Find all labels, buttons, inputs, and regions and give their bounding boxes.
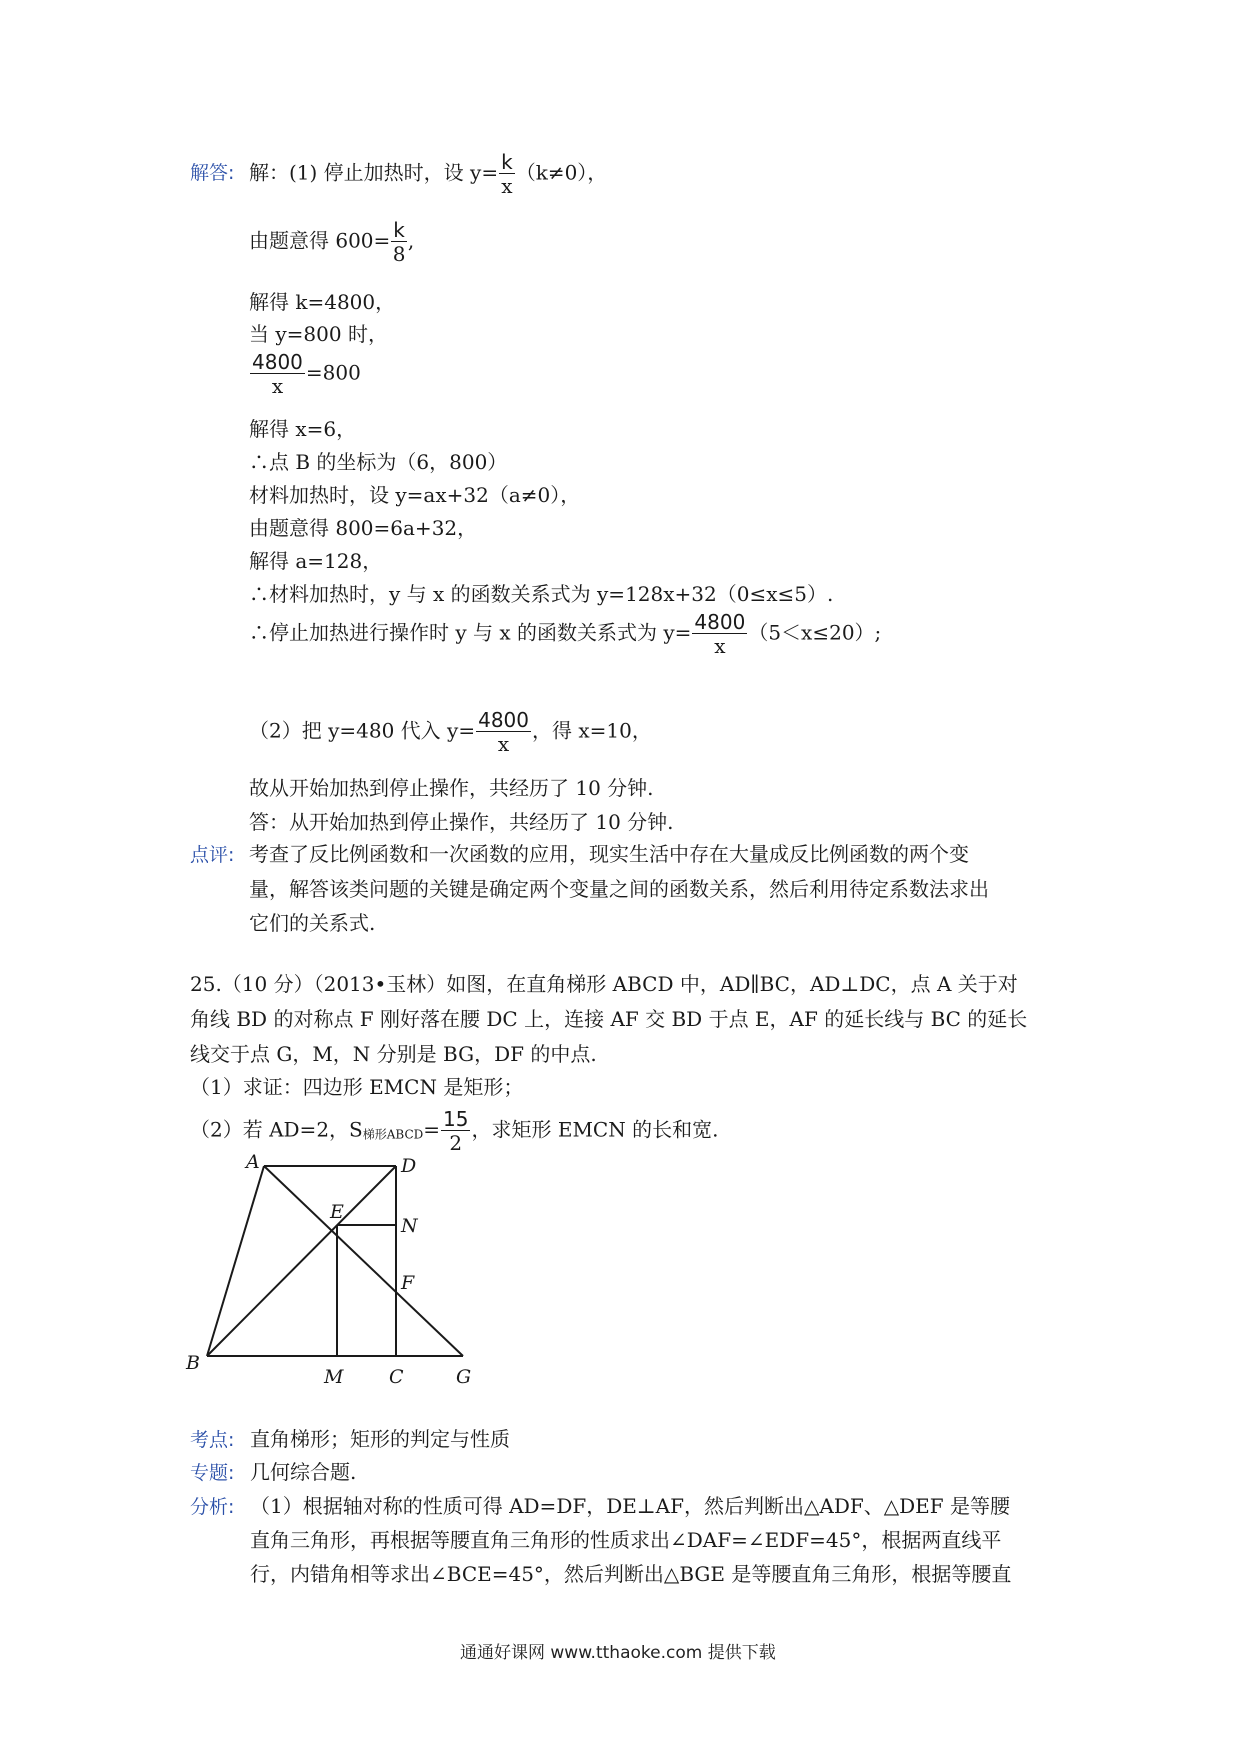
trapezoid-area-subscript: 梯形ABCD xyxy=(362,1127,424,1142)
point-label-F: F xyxy=(401,1272,415,1294)
comment-line-1: 考查了反比例函数和一次函数的应用，现实生活中存在大量成反比例函数的两个变 xyxy=(249,842,969,866)
comment-line-3: 它们的关系式. xyxy=(249,911,376,935)
comment-label: 点评: xyxy=(190,844,235,866)
kaodian-text: 直角梯形；矩形的判定与性质 xyxy=(250,1427,510,1451)
solution-line-10: 解得 a=128， xyxy=(249,549,383,573)
problem-25-line-1: 25.（10 分）（2013•玉林）如图，在直角梯形 ABCD 中，AD∥BC，AD⊥DC，点 A 关于对 xyxy=(190,972,1018,996)
solution-line-5: $\frac{4800}{x}$ =800 xyxy=(252,350,361,398)
fraction-k-over-x: $\frac{k}{x}$ xyxy=(501,150,513,198)
fraction-k-over-8: $\frac{k}{8}$ xyxy=(392,218,406,266)
comment-line-2: 量，解答该类问题的关键是确定两个变量之间的函数关系，然后利用待定系数法求出 xyxy=(249,877,989,901)
point-label-E: E xyxy=(330,1201,344,1223)
solution-line-1 xyxy=(249,152,607,196)
answer-label: 解答: xyxy=(190,162,235,184)
solution-line-13: （2）把 y=480 代入 y= $\frac{4800}{x}$ ，得 x=10， xyxy=(249,708,652,756)
fenxi-line-2: 直角三角形，再根据等腰直角三角形的性质求出∠DAF=∠EDF=45°，根据两直线平 xyxy=(250,1528,1002,1552)
solution-line-11: ∴材料加热时，y 与 x 的函数关系式为 y=128x+32（0≤x≤5）. xyxy=(249,582,834,606)
solution-line-14: 故从开始加热到停止操作，共经历了 10 分钟. xyxy=(249,776,654,800)
point-label-M: M xyxy=(324,1366,344,1388)
page-footer: 通通好课网 www.tthaoke.com 提供下载 xyxy=(460,1643,776,1663)
point-label-B: B xyxy=(186,1352,200,1374)
solution-line-4: 当 y=800 时， xyxy=(249,322,388,346)
solution-line-2: 由题意得 600= $\frac{k}{8}$ , xyxy=(249,218,415,266)
point-label-G: G xyxy=(456,1366,472,1388)
fraction-4800-over-x: $\frac{4800}{x}$ xyxy=(478,708,529,756)
fraction-4800-over-x: $\frac{4800}{x}$ xyxy=(694,610,746,658)
text: 解：(1) 停止加热时，设 y= xyxy=(249,160,499,185)
trapezoid-figure xyxy=(180,1148,480,1393)
point-label-D: D xyxy=(401,1155,417,1177)
problem-25-line-2: 角线 BD 的对称点 F 刚好落在腰 DC 上，连接 AF 交 BD 于点 E，AF 的延长线与 BC 的延长 xyxy=(190,1007,1028,1031)
problem-25-question-2: （2）若 AD=2，S梯形ABCD= $\frac{15}{2}$ ，求矩形 EMCN 的长和宽. xyxy=(190,1107,719,1155)
fraction-15-over-2: $\frac{15}{2}$ xyxy=(443,1107,469,1155)
solution-line-3: 解得 k=4800， xyxy=(249,290,396,314)
solution-line-8: 材料加热时，设 y=ax+32（a≠0）， xyxy=(249,483,581,507)
solution-line-12: ∴停止加热进行操作时 y 与 x 的函数关系式为 y= $\frac{4800}{x}$ （5＜x≤20）; xyxy=(249,610,882,658)
zhuanti-label: 专题: xyxy=(190,1462,235,1484)
problem-25-line-3: 线交于点 G，M，N 分别是 BG，DF 的中点. xyxy=(190,1042,597,1066)
solution-line-15: 答：从开始加热到停止操作，共经历了 10 分钟. xyxy=(249,810,674,834)
zhuanti-text: 几何综合题. xyxy=(250,1460,357,1484)
fenxi-line-1: （1）根据轴对称的性质可得 AD=DF，DE⊥AF，然后判断出△ADF、△DEF 是等腰 xyxy=(250,1494,1010,1518)
fraction-4800-over-x: $\frac{4800}{x}$ xyxy=(252,350,303,398)
problem-25-question-1: （1）求证：四边形 EMCN 是矩形； xyxy=(190,1075,524,1099)
solution-line-9: 由题意得 800=6a+32， xyxy=(249,516,478,540)
solution-line-7: ∴点 B 的坐标为（6，800） xyxy=(249,450,508,474)
fenxi-label: 分析: xyxy=(190,1496,235,1518)
point-label-A: A xyxy=(246,1151,260,1173)
point-label-N: N xyxy=(401,1215,418,1237)
point-label-C: C xyxy=(389,1366,404,1388)
kaodian-label: 考点: xyxy=(190,1429,235,1451)
text: （k≠0）， xyxy=(515,160,608,185)
fenxi-line-3: 行，内错角相等求出∠BCE=45°，然后判断出△BGE 是等腰直角三角形，根据等腰直 xyxy=(250,1562,1012,1586)
solution-line-6: 解得 x=6， xyxy=(249,417,357,441)
segment-AG xyxy=(264,1166,463,1356)
